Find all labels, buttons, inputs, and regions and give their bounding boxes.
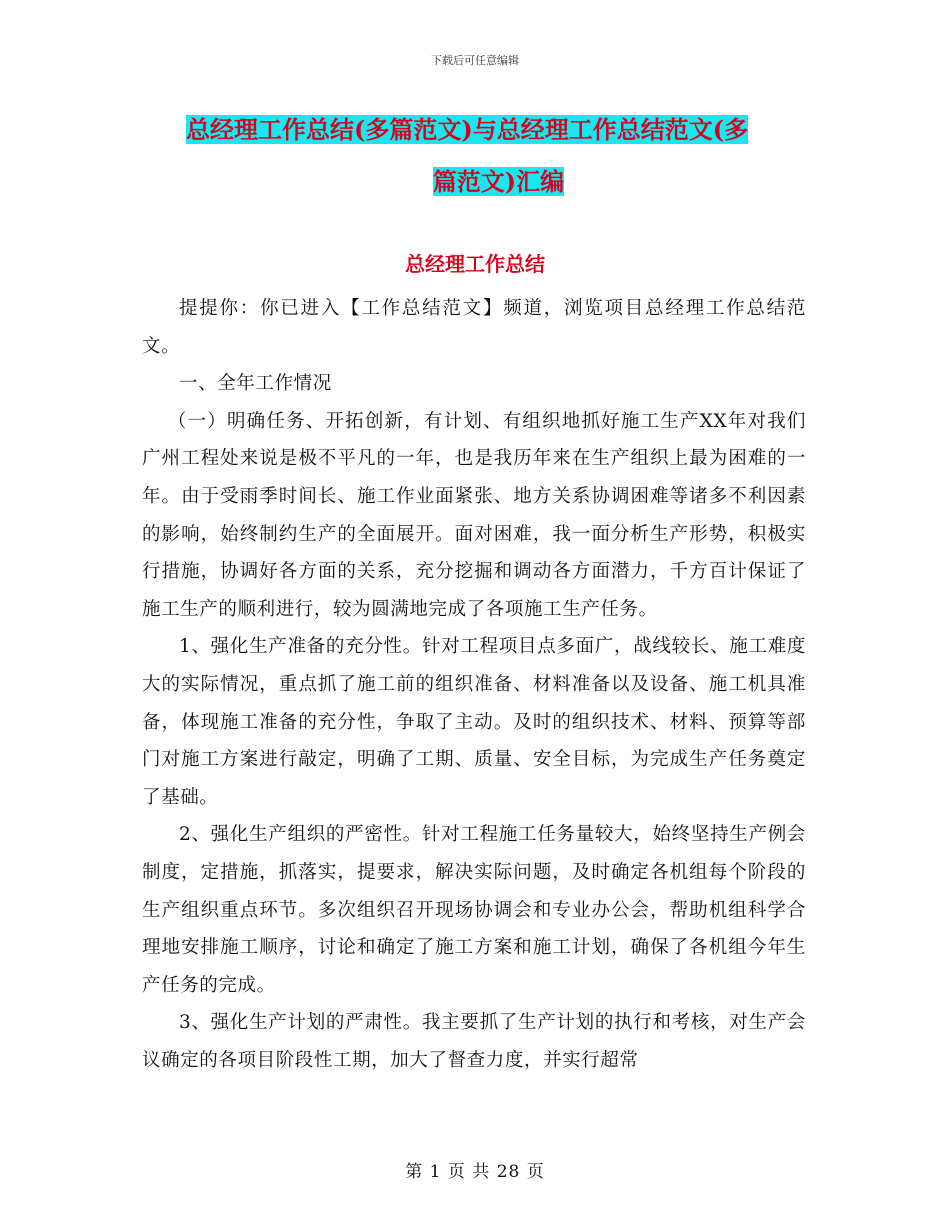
paragraph-item-3: 3、强化生产计划的严肃性。我主要抓了生产计划的执行和考核，对生产会议确定的各项目阶段性工期，加大了督查力度，并实行超常 xyxy=(142,1012,806,1071)
page-footer: 第 1 页 共 28 页 xyxy=(405,1162,545,1182)
paragraph-item-2: 2、强化生产组织的严密性。针对工程施工任务量较大，始终坚持生产例会制度，定措施，抓落实，提要求，解决实际问题，及时确定各机组每个阶段的生产组织重点环节。多次组织召开现场协调会和专业办公会，帮助机组科学合理地安排施工顺序，讨论和确定了施工方案和施工计划，确保了各机组今年生产任务的完成。 xyxy=(142,824,806,996)
paragraph-subsection-1: （一）明确任务、开拓创新，有计划、有组织地抓好施工生产XX年对我们广州工程处来说是极不平凡的一年，也是我历年来在生产组织上最为困难的一年。由于受雨季时间长、施工作业面紧张、地方关系协调困难等诸多不利因素的影响，始终制约生产的全面展开。面对困难，我一面分析生产形势，积极实行措施，协调好各方面的关系，充分挖掘和调动各方面潜力，千方百计保证了施工生产的顺利进行，较为圆满地完成了各项施工生产任务。 xyxy=(142,410,806,620)
title-line-2: 篇范文)汇编 xyxy=(432,167,565,196)
body-text xyxy=(142,290,806,1079)
header-note: 下载后可任意编辑 xyxy=(431,54,519,67)
paragraph-heading-1: 一、全年工作情况 xyxy=(179,373,332,395)
paragraph-intro: 提提你：你已进入【工作总结范文】频道，浏览项目总经理工作总结范文。 xyxy=(142,298,806,357)
section-title: 总经理工作总结 xyxy=(405,252,545,276)
paragraph-item-1: 1、强化生产准备的充分性。针对工程项目点多面广，战线较长、施工难度大的实际情况，重点抓了施工前的组织准备、材料准备以及设备、施工机具准备，体现施工准备的充分性，争取了主动。及时的组织技术、材料、预算等部门对施工方案进行敲定，明确了工期、质量、安全目标，为完成生产任务奠定了基础。 xyxy=(142,636,806,808)
title-line-1: 总经理工作总结(多篇范文)与总经理工作总结范文(多 xyxy=(186,115,749,144)
document-title xyxy=(186,104,811,208)
